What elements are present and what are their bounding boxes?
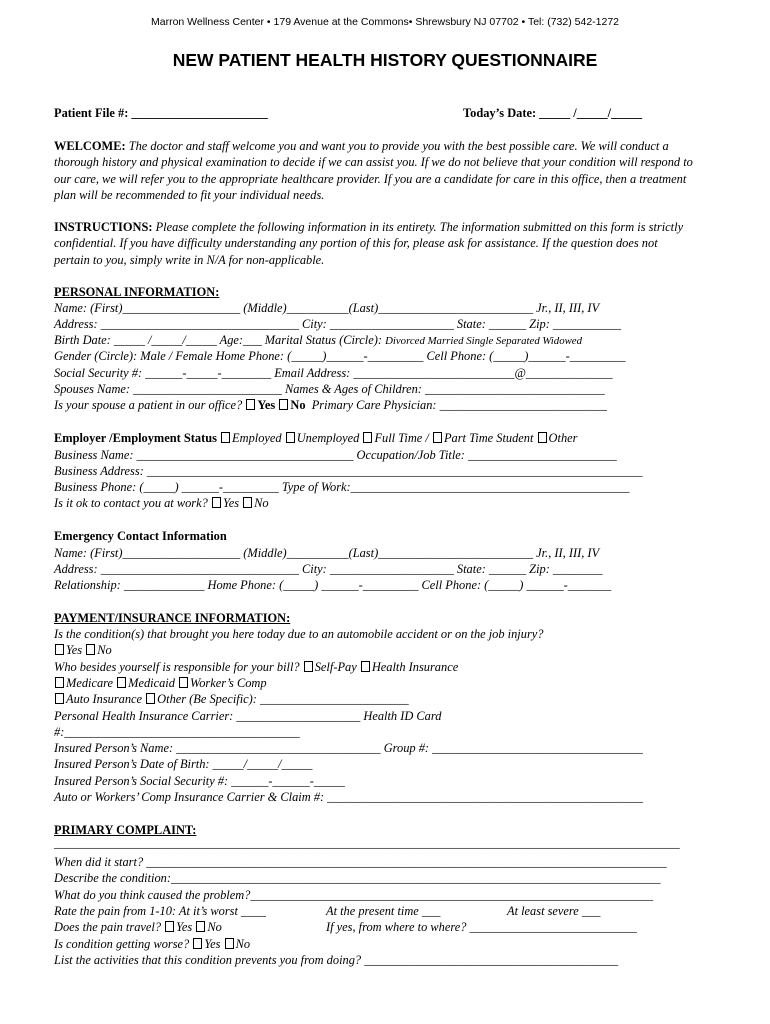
checkbox-icon[interactable] bbox=[55, 644, 64, 655]
checkbox-icon[interactable] bbox=[538, 432, 547, 443]
insurance-type-row bbox=[54, 676, 267, 691]
checkbox-icon[interactable] bbox=[246, 399, 255, 410]
travel-where-field[interactable]: If yes, from where to where? ___________________________ bbox=[326, 920, 637, 934]
pain-travel-yes: Yes bbox=[176, 920, 193, 934]
spouse-yes-label: Yes bbox=[257, 398, 276, 412]
checkbox-icon[interactable] bbox=[165, 921, 174, 932]
health-id-card-field[interactable]: #:______________________________________ bbox=[54, 725, 300, 739]
accident-answer-row bbox=[54, 643, 112, 658]
insured-name-field[interactable]: Insured Person’s Name: _________________________________ Group #: __________________________________ bbox=[54, 741, 643, 755]
opt-workers-comp: Worker’s Comp bbox=[190, 676, 267, 690]
responsible-row bbox=[54, 660, 458, 675]
instructions-paragraph bbox=[54, 219, 694, 268]
contact-work-row bbox=[54, 496, 269, 511]
checkbox-icon[interactable] bbox=[212, 497, 221, 508]
checkbox-icon[interactable] bbox=[221, 432, 230, 443]
welcome-text: The doctor and staff welcome you and want you to provide you with the best possible care. We will conduct a thorough history and physical examination to decide if we can assist you. If we do not believe that your condition will respond to our care, we will refer you to the appropriate healthcare provider. If you are a candidate for care in this office, then a treatment plan will be recommended to fit your individual needs. bbox=[54, 139, 693, 203]
todays-date-field[interactable]: Today’s Date: _____ /_____/_____ bbox=[463, 106, 643, 120]
emergency-heading: Emergency Contact Information bbox=[54, 529, 227, 543]
opt-fulltime: Full Time / bbox=[374, 431, 429, 445]
activities-field[interactable]: List the activities that this condition prevents you from doing? _________________________________________ bbox=[54, 953, 619, 967]
opt-self-pay: Self-Pay bbox=[314, 660, 357, 674]
checkbox-icon[interactable] bbox=[304, 661, 313, 672]
worse-yes: Yes bbox=[204, 937, 221, 951]
describe-condition-field[interactable]: Describe the condition:_______________________________________________________________________________ bbox=[54, 871, 661, 885]
insured-ssn-field[interactable]: Insured Person’s Social Security #: ______-______-_____ bbox=[54, 774, 345, 788]
complaint-line[interactable]: _____________________________________________________________________________________________________ bbox=[54, 836, 680, 850]
checkbox-icon[interactable] bbox=[361, 661, 370, 672]
checkbox-icon[interactable] bbox=[179, 677, 188, 688]
instructions-label: INSTRUCTIONS: bbox=[54, 220, 153, 234]
spouse-children-row[interactable]: Spouses Name: ________________________ Names & Ages of Children: _____________________________ bbox=[54, 382, 605, 396]
opt-medicare: Medicare bbox=[66, 676, 114, 690]
emergency-address-field[interactable]: Address: ________________________________ City: ____________________ State: ______ Zip: ________ bbox=[54, 562, 603, 576]
worse-no: No bbox=[235, 937, 251, 951]
responsible-question: Who besides yourself is responsible for your bill? bbox=[54, 660, 300, 674]
ssn-email-row[interactable]: Social Security #: ______-_____-________ Email Address: __________________________@______________ bbox=[54, 366, 613, 380]
pain-travel-no: No bbox=[207, 920, 222, 934]
accident-no: No bbox=[97, 643, 112, 657]
opt-health-insurance: Health Insurance bbox=[371, 660, 459, 674]
auto-carrier-claim-field[interactable]: Auto or Workers’ Comp Insurance Carrier & Claim #: ___________________________________________________ bbox=[54, 790, 644, 804]
pain-rate-least[interactable]: At least severe ___ bbox=[507, 904, 601, 918]
welcome-paragraph bbox=[54, 138, 694, 204]
cause-field[interactable]: What do you think caused the problem?_________________________________________________________________ bbox=[54, 888, 654, 902]
opt-auto-insurance: Auto Insurance bbox=[66, 692, 143, 706]
opt-parttime: Part Time Student bbox=[443, 431, 534, 445]
business-phone-row[interactable]: Business Phone: (_____) ______-_________ Type of Work:_____________________________________________ bbox=[54, 480, 630, 494]
checkbox-icon[interactable] bbox=[243, 497, 252, 508]
primary-complaint-heading: PRIMARY COMPLAINT: bbox=[54, 823, 197, 837]
checkbox-icon[interactable] bbox=[55, 677, 64, 688]
pain-rate-present[interactable]: At the present time ___ bbox=[326, 904, 441, 918]
spouse-patient-row bbox=[54, 398, 607, 413]
insured-dob-field[interactable]: Insured Person’s Date of Birth: _____/_____/_____ bbox=[54, 757, 313, 771]
opt-other: Other bbox=[548, 431, 578, 445]
opt-medicaid: Medicaid bbox=[128, 676, 175, 690]
emergency-name-field[interactable]: Name: (First)___________________ (Middle)__________(Last)_________________________ Jr., II, III, IV bbox=[54, 546, 600, 560]
opt-other-specific[interactable]: Other (Be Specific): ________________________ bbox=[157, 692, 409, 706]
employment-status-row bbox=[54, 431, 577, 446]
insurance-other-row bbox=[54, 692, 409, 707]
form-title: NEW PATIENT HEALTH HISTORY QUESTIONNAIRE bbox=[172, 50, 598, 70]
accident-yes: Yes bbox=[66, 643, 83, 657]
personal-info-heading: PERSONAL INFORMATION: bbox=[54, 285, 220, 299]
checkbox-icon[interactable] bbox=[117, 677, 126, 688]
spouse-patient-question: Is your spouse a patient in our office? bbox=[54, 398, 243, 412]
payment-heading: PAYMENT/INSURANCE INFORMATION: bbox=[54, 611, 291, 625]
contact-work-no: No bbox=[254, 496, 269, 510]
patient-file-field[interactable]: Patient File #: ______________________ bbox=[54, 106, 268, 120]
checkbox-icon[interactable] bbox=[146, 693, 155, 704]
checkbox-icon[interactable] bbox=[225, 938, 234, 949]
marital-options[interactable]: Divorced Married Single Separated Widowed bbox=[385, 335, 582, 347]
emergency-relationship-row[interactable]: Relationship: _____________ Home Phone: (_____) ______-_________ Cell Phone: (_____) ______-_______ bbox=[54, 578, 612, 592]
contact-work-question: Is it ok to contact you at work? bbox=[54, 496, 208, 510]
birth-marital-row[interactable] bbox=[54, 333, 582, 349]
business-name-row[interactable]: Business Name: ___________________________________ Occupation/Job Title: ________________________ bbox=[54, 448, 617, 462]
worse-question: Is condition getting worse? bbox=[54, 937, 190, 951]
insurance-carrier-field[interactable]: Personal Health Insurance Carrier: ____________________ Health ID Card bbox=[54, 709, 442, 723]
opt-employed: Employed bbox=[232, 431, 282, 445]
checkbox-icon[interactable] bbox=[433, 432, 442, 443]
spouse-no-label: No bbox=[290, 398, 306, 412]
checkbox-icon[interactable] bbox=[286, 432, 295, 443]
pain-travel-row bbox=[54, 920, 222, 935]
instructions-text: Please complete the following information in its entirety. The information submitted on this form is strictly confidential. If you have difficulty understanding any portion of this for, please ask for assistance. If the question does not pertain to you, simply write in N/A for non-applicable. bbox=[54, 220, 684, 267]
clinic-header-line: Marron Wellness Center • 179 Avenue at the Commons• Shrewsbury NJ 07702 • Tel: (732) 542-1272 bbox=[150, 16, 620, 28]
business-address-row[interactable]: Business Address: ________________________________________________________________________________ bbox=[54, 464, 643, 478]
personal-name-field[interactable]: Name: (First)___________________ (Middle)__________(Last)_________________________ Jr., II, III, IV bbox=[54, 301, 600, 315]
birth-date-field[interactable]: Birth Date: _____ /_____/_____ Age:___ Marital Status (Circle): bbox=[54, 333, 382, 347]
accident-question: Is the condition(s) that brought you here today due to an automobile accident or on the job injury? bbox=[54, 627, 544, 641]
when-started-field[interactable]: When did it start? ____________________________________________________________________________________ bbox=[54, 855, 667, 869]
checkbox-icon[interactable] bbox=[196, 921, 205, 932]
checkbox-icon[interactable] bbox=[279, 399, 288, 410]
checkbox-icon[interactable] bbox=[363, 432, 372, 443]
checkbox-icon[interactable] bbox=[55, 693, 64, 704]
opt-unemployed: Unemployed bbox=[296, 431, 360, 445]
pain-travel-question: Does the pain travel? bbox=[54, 920, 162, 934]
welcome-label: WELCOME: bbox=[54, 139, 126, 153]
checkbox-icon[interactable] bbox=[193, 938, 202, 949]
worse-row bbox=[54, 937, 250, 952]
personal-address-field[interactable]: Address: ________________________________ City: ____________________ State: ______ Zip: ___________ bbox=[54, 317, 622, 331]
primary-care-physician-field[interactable]: Primary Care Physician: ___________________________ bbox=[311, 398, 607, 412]
checkbox-icon[interactable] bbox=[86, 644, 95, 655]
contact-work-yes: Yes bbox=[222, 496, 240, 510]
gender-phone-row[interactable]: Gender (Circle): Male / Female Home Phone: (_____)______-_________ Cell Phone: (_____)______-_________ bbox=[54, 349, 626, 363]
employer-heading: Employer /Employment Status bbox=[54, 431, 217, 445]
pain-rate-worst[interactable]: Rate the pain from 1-10: At it’s worst ____ bbox=[54, 904, 266, 918]
